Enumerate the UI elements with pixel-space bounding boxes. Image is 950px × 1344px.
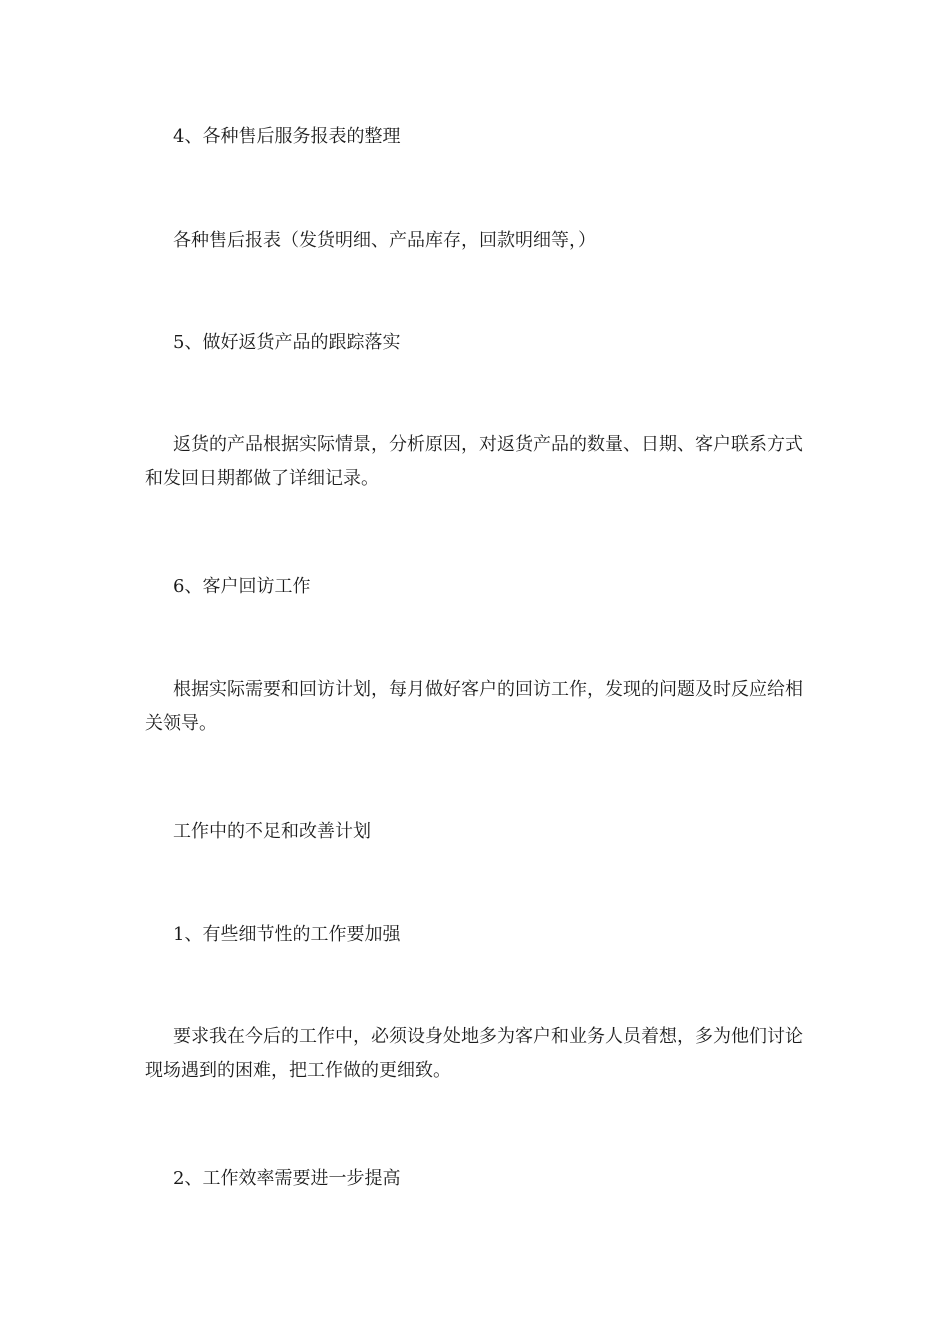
heading-returned-products: 5、做好返货产品的跟踪落实: [173, 332, 401, 353]
paragraph-after-sales-reports: 各种售后报表（发货明细、产品库存，回款明细等，）: [173, 230, 596, 251]
paragraph-customer-revisit: 根据实际需要和回访计划，每月做好客户的回访工作，发现的问题及时反应给相关领导。: [145, 679, 803, 734]
heading-work-efficiency: 2、工作效率需要进一步提高: [173, 1168, 401, 1189]
heading-customer-revisit: 6、客户回访工作: [173, 576, 311, 597]
paragraph-returned-products: 返货的产品根据实际情景，分析原因，对返货产品的数量、日期、客户联系方式和发回日期都做了详细记录。: [145, 434, 803, 489]
paragraph-detail-work: 要求我在今后的工作中，必须设身处地多为客户和业务人员着想，多为他们讨论现场遇到的困难，把工作做的更细致。: [145, 1026, 803, 1081]
heading-shortcomings: 工作中的不足和改善计划: [173, 821, 371, 842]
heading-after-sales-reports: 4、各种售后服务报表的整理: [173, 126, 401, 147]
heading-detail-work: 1、有些细节性的工作要加强: [173, 924, 401, 945]
